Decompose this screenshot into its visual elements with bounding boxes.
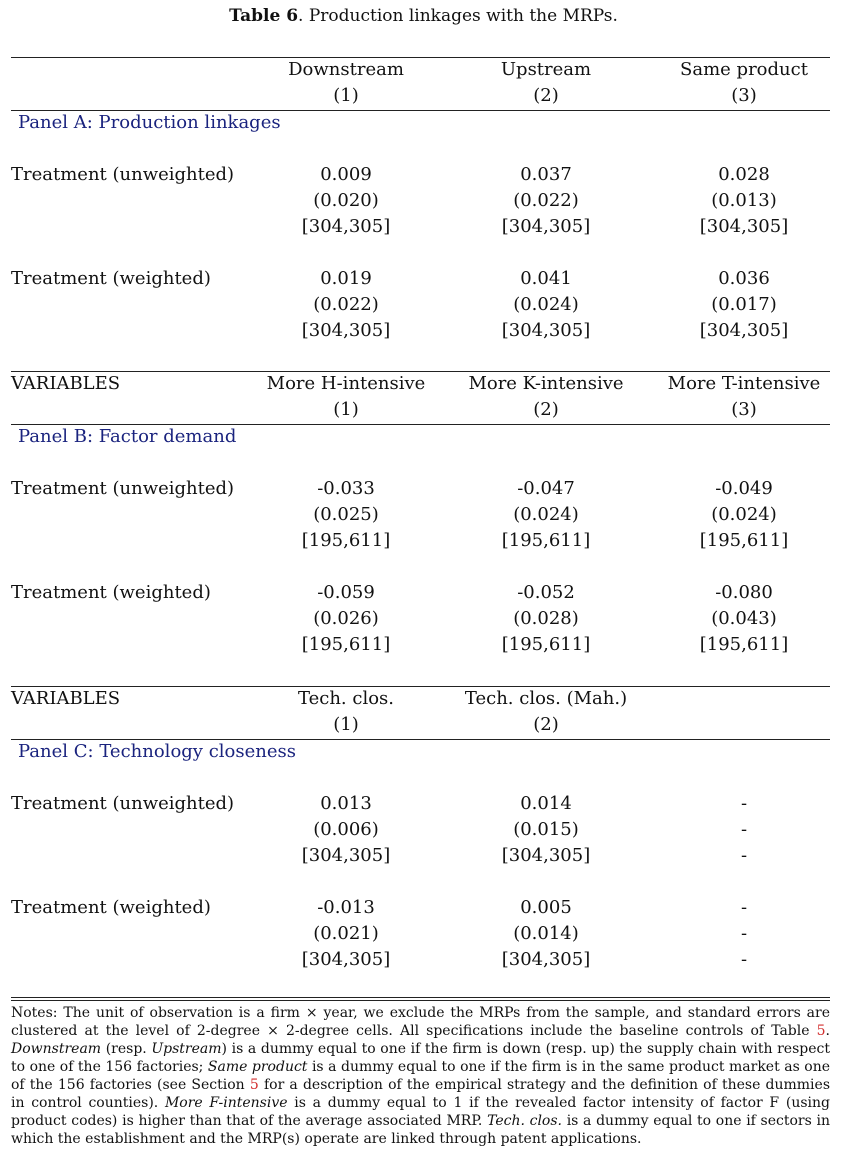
coefficient: 0.005 <box>520 897 572 918</box>
table-reference-link[interactable]: 5 <box>816 1023 826 1039</box>
notes-text: (resp. <box>101 1041 152 1057</box>
coefficient: -0.059 <box>317 582 375 603</box>
column-number: (2) <box>533 714 559 735</box>
observation-count: [195,611] <box>301 530 391 551</box>
observation-count: [304,305] <box>501 216 591 237</box>
standard-error: (0.021) <box>313 923 379 944</box>
observation-count: - <box>740 845 748 866</box>
notes-italic-term: More F-intensive <box>164 1095 288 1111</box>
row-label: Treatment (unweighted) <box>11 478 235 499</box>
notes-text: for a description of the empirical strategy and the definition of these dummies in control counties). <box>11 1077 831 1111</box>
notes-text: is a dummy equal to one if the firm is in the same product market as one of the 156 factories (see Section <box>11 1059 830 1093</box>
standard-error: (0.017) <box>711 294 777 315</box>
standard-error: (0.028) <box>513 608 579 629</box>
row-label: Treatment (weighted) <box>11 268 211 289</box>
standard-error: (0.024) <box>513 294 579 315</box>
coefficient: -0.033 <box>317 478 375 499</box>
column-number: (2) <box>533 399 559 420</box>
column-header: Same product <box>680 59 808 80</box>
observation-count: [304,305] <box>301 216 391 237</box>
panel-title: Panel B: Factor demand <box>18 426 237 447</box>
coefficient: 0.037 <box>520 164 572 185</box>
observation-count: [304,305] <box>301 949 391 970</box>
notes-italic-term: Downstream <box>11 1041 102 1057</box>
notes-text: ) is a dummy equal to one if the firm is down (resp. up) the supply chain with respect to one of the 156 factories; <box>11 1041 830 1075</box>
observation-count: [195,611] <box>501 530 591 551</box>
standard-error: (0.025) <box>313 504 379 525</box>
coefficient: -0.052 <box>517 582 575 603</box>
coefficient: 0.019 <box>320 268 372 289</box>
column-number: (3) <box>731 399 757 420</box>
standard-error: (0.013) <box>711 190 777 211</box>
coefficient: -0.080 <box>715 582 773 603</box>
row-label: Treatment (unweighted) <box>11 793 235 814</box>
observation-count: [304,305] <box>301 845 391 866</box>
coefficient: 0.036 <box>718 268 770 289</box>
notes-italic-term: Same product <box>207 1059 308 1075</box>
notes-italic-term: Upstream <box>151 1041 222 1057</box>
panel-title: Panel A: Production linkages <box>18 112 281 133</box>
table-caption <box>0 6 847 26</box>
standard-error: (0.015) <box>513 819 579 840</box>
variables-label: VARIABLES <box>11 373 121 394</box>
observation-count: [304,305] <box>699 320 789 341</box>
column-number: (1) <box>333 714 359 735</box>
row-label: Treatment (unweighted) <box>11 164 235 185</box>
coefficient: 0.041 <box>520 268 572 289</box>
standard-error: (0.006) <box>313 819 379 840</box>
column-number: (2) <box>533 85 559 106</box>
notes-text: is a dummy equal to 1 if the revealed factor intensity of factor F (using product codes) is higher than that of the average associated MRP. <box>11 1095 830 1129</box>
standard-error: (0.024) <box>711 504 777 525</box>
caption-text: . Production linkages with the MRPs. <box>298 6 618 26</box>
observation-count: [304,305] <box>501 320 591 341</box>
table-bottom-rule <box>11 997 830 1001</box>
column-header: Upstream <box>500 59 592 80</box>
column-header: Tech. clos. <box>297 688 394 709</box>
column-number: (1) <box>333 85 359 106</box>
table-notes <box>11 1004 830 1148</box>
observation-count: [195,611] <box>699 634 789 655</box>
coefficient: - <box>740 897 748 918</box>
standard-error: (0.022) <box>313 294 379 315</box>
row-label: Treatment (weighted) <box>11 897 211 918</box>
standard-error: (0.024) <box>513 504 579 525</box>
section-reference-link[interactable]: 5 <box>249 1077 259 1093</box>
standard-error: (0.026) <box>313 608 379 629</box>
row-label: Treatment (weighted) <box>11 582 211 603</box>
coefficient: 0.013 <box>320 793 372 814</box>
standard-error: - <box>740 819 748 840</box>
table-label: Table 6 <box>229 6 299 26</box>
notes-text: is a dummy equal to one if sectors in which the establishment and the MRP(s) operate are linked through patent applications. <box>11 1113 830 1147</box>
variables-label: VARIABLES <box>11 688 121 709</box>
panel-title: Panel C: Technology closeness <box>18 741 296 762</box>
standard-error: - <box>740 923 748 944</box>
coefficient: 0.009 <box>320 164 372 185</box>
column-header: Tech. clos. (Mah.) <box>464 688 628 709</box>
coefficient: - <box>740 793 748 814</box>
column-number: (3) <box>731 85 757 106</box>
coefficient: 0.028 <box>718 164 770 185</box>
coefficient: 0.014 <box>520 793 572 814</box>
observation-count: [304,305] <box>501 949 591 970</box>
notes-italic-term: Tech. clos. <box>487 1113 562 1129</box>
notes-text: Notes: The unit of observation is a firm × year, we exclude the MRPs from the sample, and standard errors are clustered at the level of 2-degree × 2-degree cells. All specifications include the baseline controls of Table <box>11 1005 830 1039</box>
coefficient: -0.047 <box>517 478 575 499</box>
observation-count: [195,611] <box>301 634 391 655</box>
observation-count: [304,305] <box>301 320 391 341</box>
column-number: (1) <box>333 399 359 420</box>
column-header: Downstream <box>288 59 404 80</box>
coefficient: -0.049 <box>715 478 773 499</box>
notes-text: . <box>825 1023 830 1039</box>
standard-error: (0.014) <box>513 923 579 944</box>
standard-error: (0.022) <box>513 190 579 211</box>
standard-error: (0.043) <box>711 608 777 629</box>
coefficient: -0.013 <box>317 897 375 918</box>
observation-count: - <box>740 949 748 970</box>
column-header: More T-intensive <box>667 373 821 394</box>
observation-count: [195,611] <box>699 530 789 551</box>
observation-count: [195,611] <box>501 634 591 655</box>
column-header: More K-intensive <box>468 373 624 394</box>
standard-error: (0.020) <box>313 190 379 211</box>
observation-count: [304,305] <box>699 216 789 237</box>
observation-count: [304,305] <box>501 845 591 866</box>
column-header: More H-intensive <box>266 373 426 394</box>
